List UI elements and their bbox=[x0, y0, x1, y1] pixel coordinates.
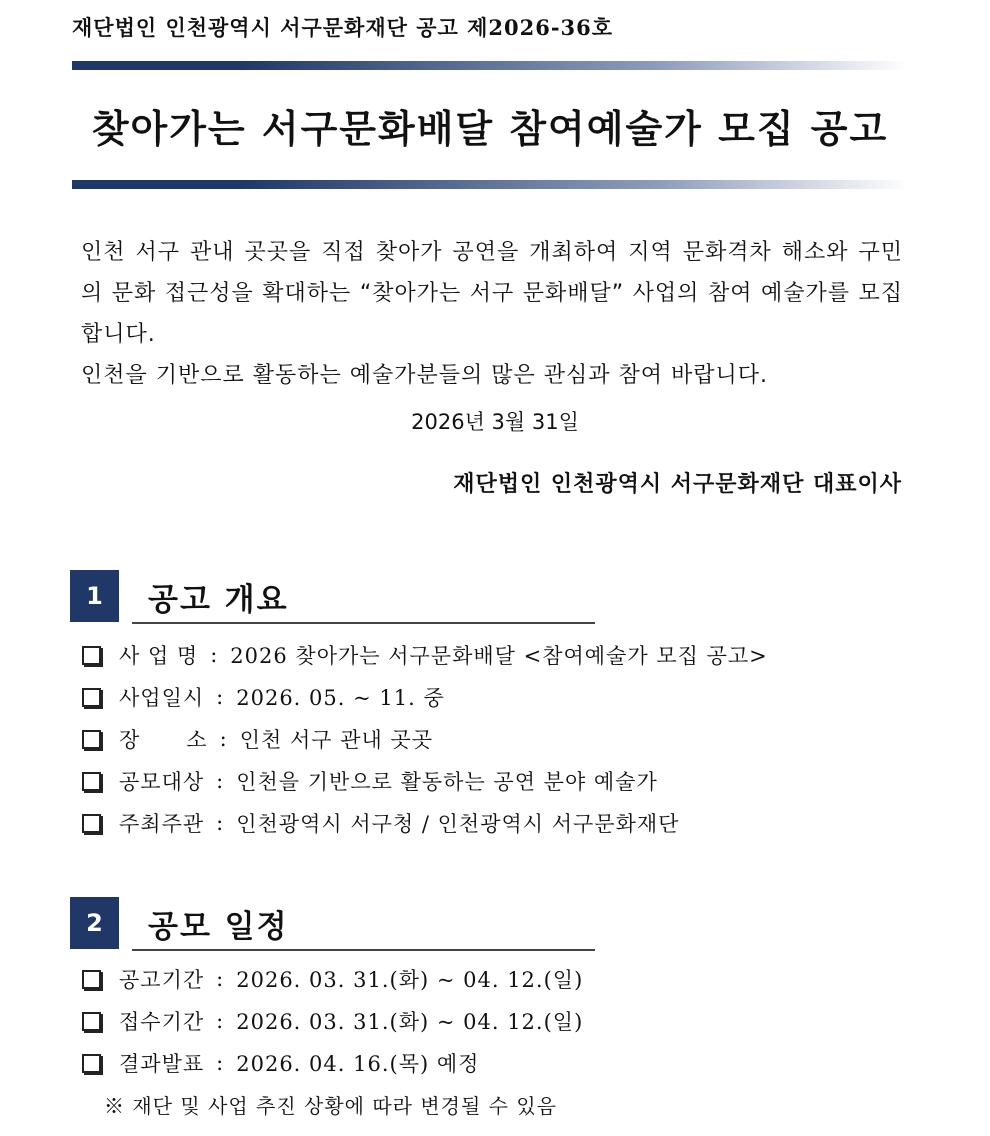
checkbox-icon bbox=[82, 646, 101, 665]
intro-paragraph-1: 인천 서구 관내 곳곳을 직접 찾아가 공연을 개최하여 지역 문화격차 해소와 구민의 문화 접근성을 확대하는 “찾아가는 서구 문화배달” 사업의 참여 예술가를 모집합니다. bbox=[81, 240, 903, 347]
item-value: 인천광역시 서구청 / 인천광역시 서구문화재단 bbox=[236, 812, 680, 836]
item-label: 사 업 명 bbox=[119, 644, 199, 668]
checkbox-icon bbox=[82, 772, 101, 791]
item-label: 사업일시 bbox=[119, 686, 205, 710]
section-1-rule bbox=[132, 622, 595, 624]
checkbox-icon bbox=[82, 970, 101, 989]
section-1-header bbox=[70, 570, 595, 624]
item-colon: : bbox=[216, 1009, 225, 1033]
section-1-items bbox=[82, 634, 768, 844]
section-2-items bbox=[82, 958, 583, 1084]
item-colon: : bbox=[219, 727, 228, 751]
section-1-number: 1 bbox=[70, 570, 119, 622]
list-item bbox=[82, 802, 768, 844]
list-item bbox=[82, 634, 768, 676]
item-value: 2026. 04. 16.(목) 예정 bbox=[236, 1052, 480, 1076]
list-item bbox=[82, 1042, 583, 1084]
schedule-note: ※ 재단 및 사업 추진 상황에 따라 변경될 수 있음 bbox=[104, 1094, 557, 1118]
checkbox-icon bbox=[82, 688, 101, 707]
item-label: 주최주관 bbox=[119, 812, 205, 836]
checkbox-icon bbox=[82, 814, 101, 833]
notice-number: 재단법인 인천광역시 서구문화재단 공고 제2026-36호 bbox=[72, 15, 614, 40]
section-2-title: 공모 일정 bbox=[148, 909, 289, 945]
item-value: 2026. 03. 31.(화) ~ 04. 12.(일) bbox=[236, 968, 584, 992]
top-divider-bar bbox=[72, 61, 908, 70]
list-item bbox=[82, 760, 768, 802]
item-value: 인천 서구 관내 곳곳 bbox=[239, 728, 434, 752]
item-value: 인천을 기반으로 활동하는 공연 분야 예술가 bbox=[236, 770, 658, 794]
item-colon: : bbox=[216, 685, 225, 709]
item-colon: : bbox=[210, 643, 219, 667]
checkbox-icon bbox=[82, 730, 101, 749]
intro-text bbox=[81, 232, 903, 396]
section-1-title: 공고 개요 bbox=[148, 582, 289, 618]
item-label: 결과발표 bbox=[119, 1052, 205, 1076]
title-divider-bar bbox=[72, 180, 908, 189]
signer: 재단법인 인천광역시 서구문화재단 대표이사 bbox=[453, 472, 902, 497]
item-label: 공모대상 bbox=[119, 770, 205, 794]
item-label: 장 소 bbox=[119, 728, 208, 752]
section-2-rule bbox=[132, 949, 595, 951]
item-value: 2026 찾아가는 서구문화배달 <참여예술가 모집 공고> bbox=[230, 644, 768, 668]
item-label: 접수기간 bbox=[119, 1010, 205, 1034]
section-2-header bbox=[70, 897, 595, 951]
page-title: 찾아가는 서구문화배달 참여예술가 모집 공고 bbox=[91, 107, 889, 151]
list-item bbox=[82, 718, 768, 760]
checkbox-icon bbox=[82, 1012, 101, 1031]
item-value: 2026. 05. ~ 11. 중 bbox=[236, 686, 445, 710]
intro-paragraph-2: 인천을 기반으로 활동하는 예술가분들의 많은 관심과 참여 바랍니다. bbox=[81, 363, 769, 388]
section-2-number: 2 bbox=[70, 897, 119, 949]
checkbox-icon bbox=[82, 1054, 101, 1073]
item-label: 공고기간 bbox=[119, 968, 205, 992]
list-item bbox=[82, 1000, 583, 1042]
list-item bbox=[82, 958, 583, 1000]
item-colon: : bbox=[216, 967, 225, 991]
item-value: 2026. 03. 31.(화) ~ 04. 12.(일) bbox=[236, 1010, 584, 1034]
announcement-date: 2026년 3월 31일 bbox=[411, 410, 579, 434]
item-colon: : bbox=[216, 1051, 225, 1075]
item-colon: : bbox=[216, 769, 225, 793]
list-item bbox=[82, 676, 768, 718]
item-colon: : bbox=[216, 811, 225, 835]
